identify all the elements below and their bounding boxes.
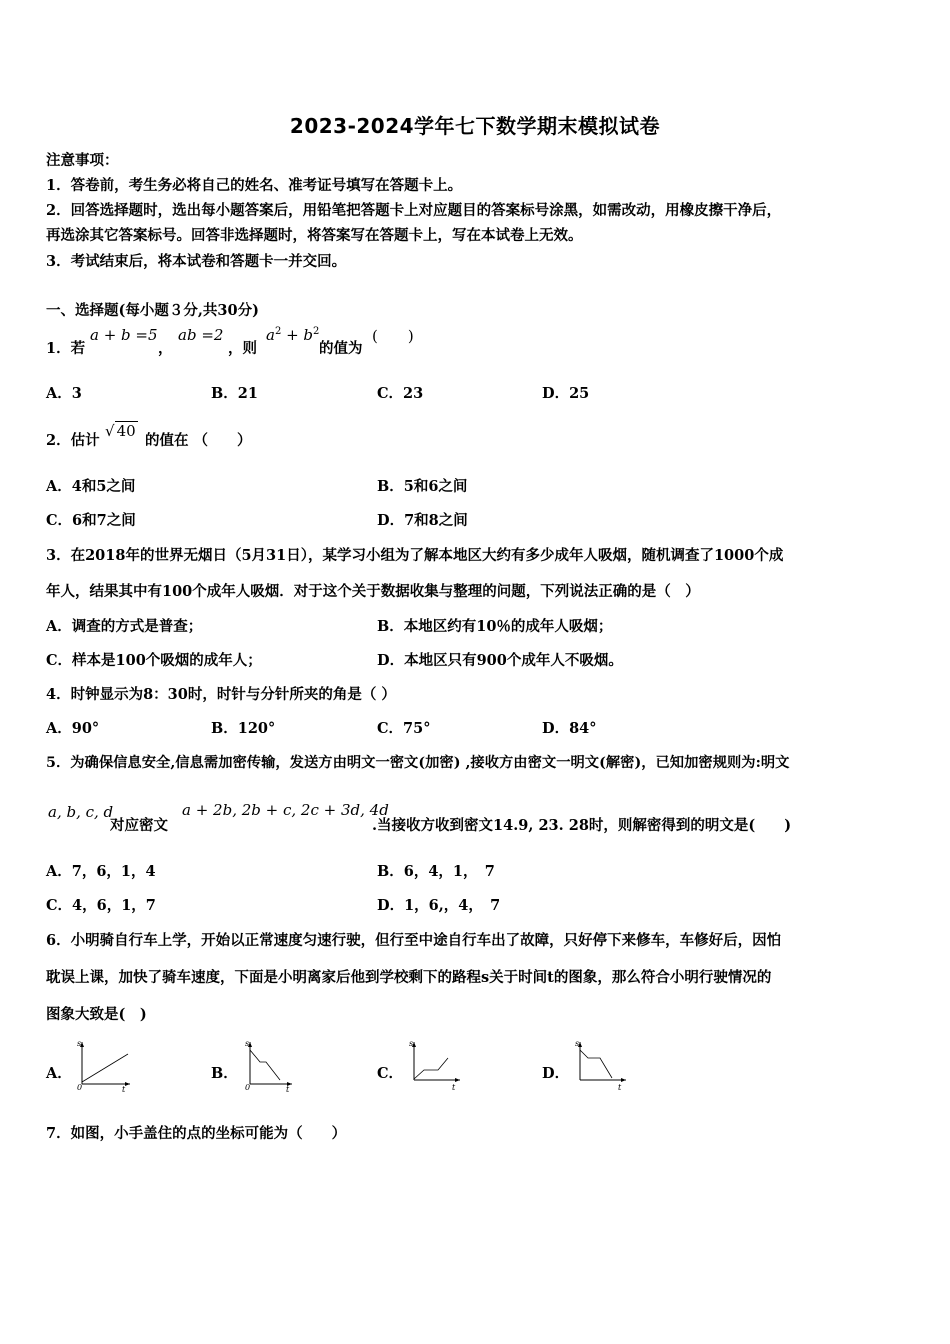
q1-expr-sum: a + b =5 [90,326,158,344]
q6-stem-line3: 图象大致是( ) [46,1006,147,1023]
q2-prefix: 2．估计 [46,432,100,449]
graph-a-curve [82,1054,128,1082]
q3-option-b: B．本地区约有10％的成年人吸烟； [377,618,613,635]
q1-option-a: A．3 [46,385,82,402]
q1-option-c: C．23 [377,385,424,402]
page-title: 2023-2024学年七下数学期末模拟试卷 [289,114,661,138]
q6-option-c: C． [377,1065,404,1082]
q4-option-c: C．75° [377,720,431,737]
q4-option-d: D．84° [542,720,597,737]
notice-item-3: 3．考试结束后，将本试卷和答题卡一并交回。 [46,253,347,270]
q3-option-d: D．本地区只有900个成年人不吸烟。 [377,652,623,669]
graph-a-t-label: t [122,1085,126,1094]
q6-stem-line2: 耽误上课，加快了骑车速度，下面是小明离家后他到学校剩下的路程s关于时间t的图象，那么符合小明行驶情况的 [46,969,772,986]
graph-b-t-label: t [286,1085,290,1094]
q6-stem-line1: 6．小明骑自行车上学，开始以正常速度匀速行驶，但行至中途自行车出了故障，只好停下来修车，车修好后，因怕 [46,932,782,949]
notice-item-2-cont: 再选涂其它答案标号。回答非选择题时，将答案写在答题卡上，写在本试卷上无效。 [46,227,583,244]
q1-option-d: D．25 [542,385,590,402]
q6-option-a: A． [46,1065,72,1082]
notice-heading: 注意事项： [46,152,119,169]
q5-mid: 对应密文 [110,817,168,834]
section-heading: 一、选择题(每小题３分,共30分) [46,302,259,319]
q1-sep: ， [158,340,173,357]
notice-item-1: 1．答卷前，考生务必将自己的姓名、准考证号填写在答题卡上。 [46,177,463,194]
q3-stem-line2: 年人，结果其中有100个成年人吸烟．对于这个关于数据收集与整理的问题，下列说法正确的是（ ） [46,583,700,600]
q1-expr-squares: $a^2 + b^2$ [266,326,320,344]
q4-stem: 4．时钟显示为8：30时，时针与分针所夹的角是（ ） [46,686,396,703]
q1-paren: ( ) [372,327,414,345]
q5-option-c: C．4，6，1，7 [46,897,156,914]
graph-d-t-label: t [618,1083,622,1092]
graph-b-s-label: s [245,1039,250,1048]
q2-option-c: C．6和7之间 [46,512,136,529]
graph-a-origin: 0 [77,1083,83,1092]
graph-c-s-label: s [409,1039,414,1048]
q5-option-d: D．1，6,，4， 7 [377,897,501,914]
q6-option-b: B． [211,1065,238,1082]
graph-c-curve [414,1058,448,1079]
q1-option-b: B．21 [211,385,258,402]
q1-prefix: 1．若 [46,340,86,357]
q1-expr-product: ab =2 [178,326,224,344]
graph-d-s-label: s [575,1039,580,1048]
q6-graph-b [240,1038,300,1094]
q2-suffix: 的值在 （ ） [145,432,252,449]
q5-plaintext-vars: a, b, c, d [48,803,114,821]
q6-option-d: D． [542,1065,570,1082]
q7-stem: 7．如图，小手盖住的点的坐标可能为（ ） [46,1125,347,1142]
q2-option-d: D．7和8之间 [377,512,468,529]
q5-option-a: A．7，6，1，4 [46,863,156,880]
q5-stem-tail: .当接收方收到密文14.9, 23. 28时，则解密得到的明文是( ) [372,817,792,834]
q5-option-b: B．6，4，1， 7 [377,863,495,880]
graph-c-t-label: t [452,1083,456,1092]
q2-option-b: B．5和6之间 [377,478,468,495]
q6-graph-a [72,1038,132,1094]
q3-stem-line1: 3．在2018年的世界无烟日（5月31日），某学习小组为了解本地区大约有多少成年人吸烟，随机调查了1000个成 [46,547,784,564]
graph-b-curve [250,1050,280,1080]
q6-graph-c [404,1038,464,1090]
q5-stem-line1: 5．为确保信息安全,信息需加密传输，发送方由明文一密文(加密) ,接收方由密文一明文(解密)，已知加密规则为:明文 [46,755,790,771]
q1-suffix: 的值为 [319,340,363,357]
q2-sqrt: √ 40 [105,422,136,440]
q3-option-c: C．样本是100个吸烟的成年人； [46,652,262,669]
q2-option-a: A．4和5之间 [46,478,136,495]
q1-mid: ，则 [228,340,257,357]
graph-a-s-label: s [77,1039,82,1048]
notice-item-2: 2．回答选择题时，选出每小题答案后，用铅笔把答题卡上对应题目的答案标号涂黑，如需改动，用橡皮擦干净后， [46,202,782,219]
q4-option-a: A．90° [46,720,100,737]
graph-b-origin: 0 [245,1083,251,1092]
graph-d-curve [580,1050,612,1078]
q5-cipher-expr: a + 2b, 2b + c, 2c + 3d, 4d [182,801,389,819]
q4-option-b: B．120° [211,720,276,737]
q3-option-a: A．调查的方式是普查； [46,618,203,635]
q6-graph-d [570,1038,630,1090]
